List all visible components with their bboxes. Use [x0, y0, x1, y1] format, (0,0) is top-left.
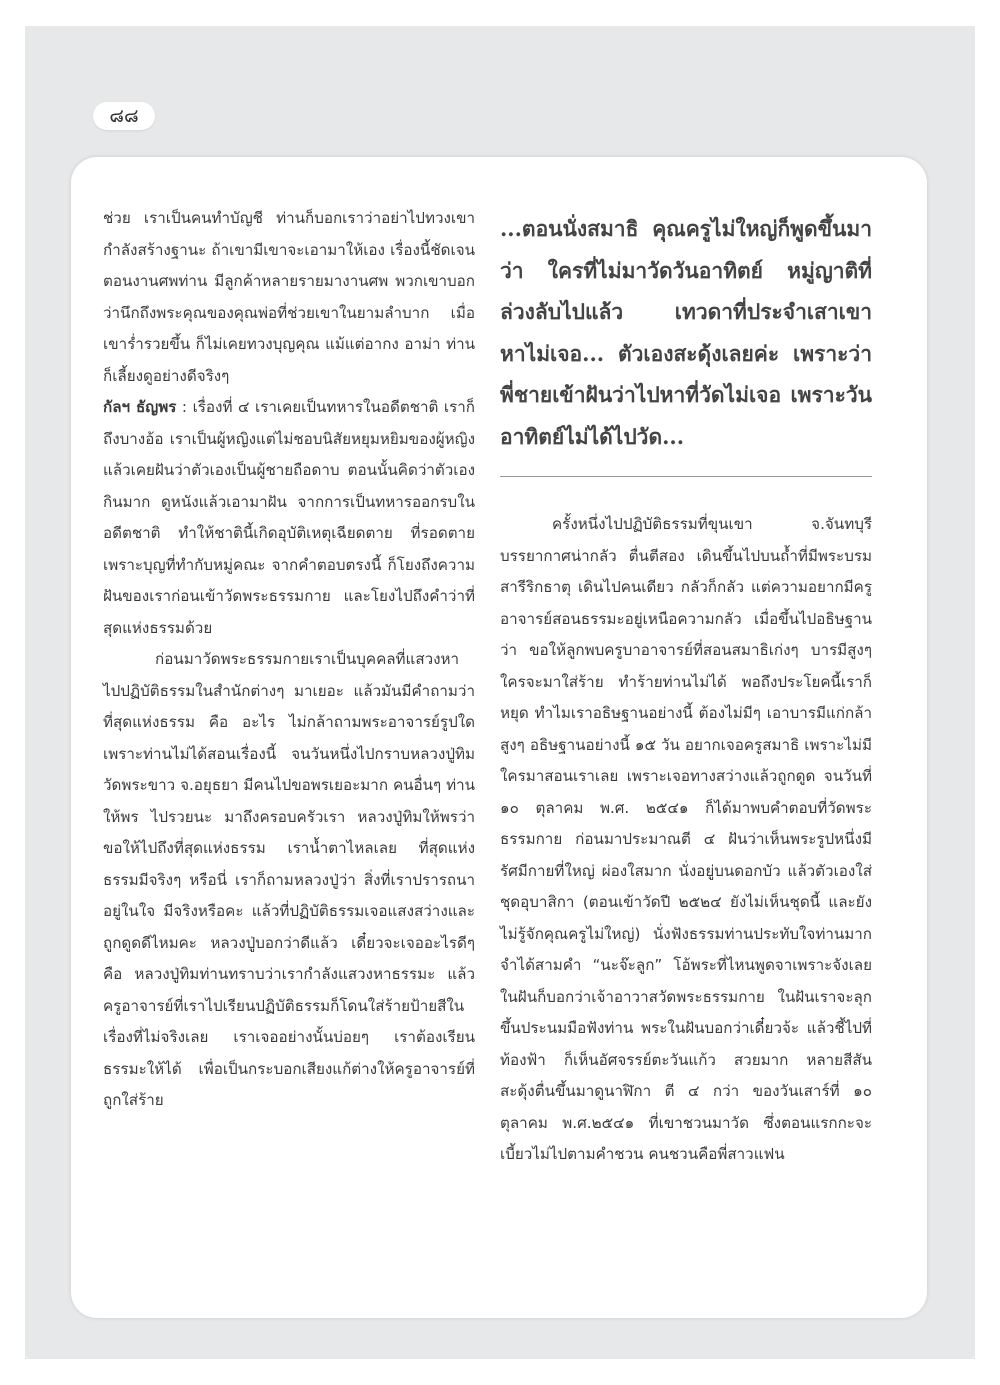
left-paragraph-2-text: : เรื่องที่ ๔ เราเคยเป็นทหารในอดีตชาติ เราก็ถึงบางอ้อ เราเป็นผู้หญิงแต่ไม่ชอบนิสัยหยุมหยิมของผู้หญิง แล้วเคยฝันว่าตัวเองเป็นผู้ชายถือดาบ ตอนนั้นคิดว่าตัวเองกินมาก ดูหนังแล้วเอามาฝัน จากการเป็นทหารออกรบในอดีตชาติ ทำให้ชาตินี้เกิดอุบัติเหตุเฉียดตาย ที่รอดตายเพราะบุญที่ทำกับหมู่คณะ จากคำตอบตรงนี้ ก็โยงถึงความฝันของเราก่อนเข้าวัดพระธรรมกาย และโยงไปถึงคำว่าที่สุดแห่งธรรมด้วย: [103, 398, 475, 637]
left-paragraph-1: ช่วย เราเป็นคนทำบัญชี ท่านก็บอกเราว่าอย่าไปทวงเขากำลังสร้างฐานะ ถ้าเขามีเขาจะเอามาให้เอง เรื่องนี้ชัดเจน ตอนงานศพท่าน มีลูกค้าหลายรายมางานศพ พวกเขาบอกว่านึกถึงพระคุณของคุณพ่อที่ช่วยเขาในยามลำบาก เมื่อเขาร่ำรวยขึ้น ก็ไม่เคยทวงบุญคุณ แม้แต่อากง อาม่า ท่านก็เลี้ยงดูอย่างดีจริงๆ: [103, 209, 475, 385]
right-paragraph-1: ครั้งหนึ่งไปปฏิบัติธรรมที่ขุนเขา จ.จันทบุรี บรรยากาศน่ากลัว ตื่นตีสอง เดินขึ้นไปบนถ้ำที่มีพระบรมสารีริกธาตุ เดินไปคนเดียว กลัวก็กลัว แต่ความอยากมีครูอาจารย์สอนธรรมะอยู่เหนือความกลัว เมื่อขึ้นไปอธิษฐานว่า ขอให้ลูกพบครูบาอาจารย์ที่สอนสมาธิเก่งๆ บารมีสูงๆ ใครจะมาใส่ร้าย ทำร้ายท่านไม่ได้ พอถึงประโยคนี้เราก็หยุด ทำไมเราอธิษฐานอย่างนี้ ต้องไม่มีๆ เอาบารมีแก่กล้าสูงๆ อธิษฐานอย่างนี้ ๑๕ วัน อยากเจอครูสมาธิ เพราะไม่มีใครมาสอนเราเลย เพราะเจอทางสว่างแล้วถูกดูด จนวันที่ ๑๐ ตุลาคม พ.ศ. ๒๕๔๑ ก็ได้มาพบคำตอบที่วัดพระธรรมกาย ก่อนมาประมาณตี ๔ ฝันว่าเห็นพระรูปหนึ่งมีรัศมีกายที่ใหญ่ ผ่องใสมาก นั่งอยู่บนดอกบัว แล้วตัวเองใส่ชุดอุบาสิกา (ตอนเข้าวัดปี ๒๕๒๔ ยังไม่เห็นชุดนี้ และยังไม่รู้จักคุณครูไม่ใหญ่) นั่งฟังธรรมท่านประทับใจท่านมาก จำได้สามคำ “นะจ๊ะลูก” โอ้พระที่ไหนพูดจาเพราะจังเลย ในฝันก็บอกว่าเจ้าอาวาสวัดพระธรรมกาย ในฝันเราจะลุกขึ้นประนมมือฟังท่าน พระในฝันบอกว่าเดี๋ยวจ้ะ แล้วชี้ไปที่ท้องฟ้า ก็เห็นอัศจรรย์ตะวันแก้ว สวยมาก หลายสีสัน สะดุ้งตื่นขึ้นมาดูนาฬิกา ตี ๔ กว่า ของวันเสาร์ที่ ๑๐ ตุลาคม พ.ศ.๒๕๔๑ ที่เขาชวนมาวัด ซึ่งตอนแรกกะจะเบี้ยวไม่ไปตามคำชวน คนชวนคือพี่สาวแฟน: [500, 515, 872, 1163]
left-column: [103, 203, 475, 1117]
page-number: ๘๘: [93, 102, 155, 130]
quote-divider: [500, 476, 872, 477]
left-paragraph-2: [103, 392, 475, 644]
speaker-name: กัลฯ ธัญพร: [103, 398, 177, 416]
pull-quote: ...ตอนนั่งสมาธิ คุณครูไม่ใหญ่ก็พูดขึ้นมาว่า ใครที่ไม่มาวัดวันอาทิตย์ หมู่ญาติที่ล่วงลับไปแล้ว เทวดาที่ประจำเสาเขาหาไม่เจอ... ตัวเองสะดุ้งเลยค่ะ เพราะว่าพี่ชายเข้าฝันว่าไปหาที่วัดไม่เจอ เพราะวันอาทิตย์ไม่ได้ไปวัด...: [500, 216, 872, 449]
left-paragraph-3: ก่อนมาวัดพระธรรมกายเราเป็นบุคคลที่แสวงหา ไปปฏิบัติธรรมในสำนักต่างๆ มาเยอะ แล้วมันมีคำถามว่า ที่สุดแห่งธรรม คือ อะไร ไม่กล้าถามพระอาจารย์รูปใด เพราะท่านไม่ได้สอนเรื่องนี้ จนวันหนึ่งไปกราบหลวงปู่ทิม วัดพระขาว จ.อยุธยา มีคนไปขอพรเยอะมาก คนอื่นๆ ท่านให้พร ไปรวยนะ มาถึงครอบครัวเรา หลวงปู่ทิมให้พรว่า ขอให้ไปถึงที่สุดแห่งธรรม เราน้ำตาไหลเลย ที่สุดแห่งธรรมมีจริงๆ หรือนี่ เราก็ถามหลวงปู่ว่า สิ่งที่เราปรารถนาอยู่ในใจ มีจริงหรือคะ แล้วที่ปฏิบัติธรรมเจอแสงสว่างและถูกดูดดีไหมคะ หลวงปู่บอกว่าดีแล้ว เดี๋ยวจะเจออะไรดีๆ คือ หลวงปู่ทิมท่านทราบว่าเรากำลังแสวงหาธรรมะ แล้วครูอาจารย์ที่เราไปเรียนปฏิบัติธรรมก็โดนใส่ร้ายป้ายสีในเรื่องที่ไม่จริงเลย เราเจออย่างนั้นบ่อยๆ เราต้องเรียนธรรมะให้ได้ เพื่อเป็นกระบอกเสียงแก้ต่างให้ครูอาจารย์ที่ถูกใส่ร้าย: [103, 650, 475, 1109]
